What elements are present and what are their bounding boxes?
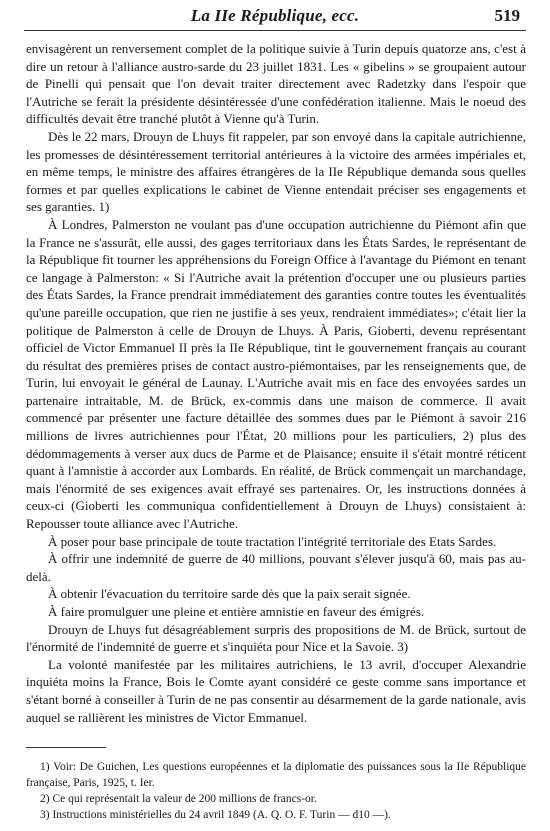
main-text <box>26 40 526 726</box>
paragraph: À faire promulguer une pleine et entière amnistie en faveur des émigrés. <box>48 604 425 619</box>
page-header <box>24 4 526 31</box>
running-title: La IIe République, ecc. <box>190 6 360 25</box>
footnote: 1) Voir: De Guichen, Les questions européennes et la diplomatie des puissances sous la IIe République française, Paris, 1925, t. Ier. <box>26 761 526 789</box>
paragraph: À poser pour base principale de toute tractation l'intégrité territoriale des Etats Sardes. <box>48 533 497 549</box>
footnote: 2) Ce qui représentait la valeur de 200 millions de francs-or. <box>40 793 317 805</box>
paragraph: Dès le 22 mars, Drouyn de Lhuys fit rappeler, par son envoyé dans la capitale autrichienne, les promesses de désintéressement territorial antérieures à la victoire des armées impériales et, en même temps, le ministre des affaires étrangères de la IIe République demanda sous quelles formes et par quelles explications le cabinet de Vienne entendait préciser ses engagements et ses garanties. 1) <box>26 128 526 215</box>
paragraph: À obtenir l'évacuation du territoire sarde dès que la paix serait signée. <box>48 586 411 602</box>
footnote: 3) Instructions ministérielles du 24 avril 1849 (A. Q. O. F. Turin — d10 —). <box>40 809 391 821</box>
paragraph: À offrir une indemnité de guerre de 40 millions, pouvant s'élever jusqu'à 60, mais pas au-delà. <box>26 551 526 584</box>
footnotes <box>26 759 526 823</box>
paragraph: À Londres, Palmerston ne voulant pas d'une occupation autrichienne du Piémont afin que la France ne s'assurât, elle aussi, des gages territoriaux dans les États Sardes, le représentant de la République fit tourner les appréhensions du Foreign Office à l'avantage du Piémont en tenant ce langage à Palmerston: « Si l'Autriche avait la prétention d'occuper une ou plusieurs parties des États Sardes, la France prendrait immédiatement des garanties contre toutes les éventualités qu'une pareille occupation, que rien ne justifie à ses yeux, rendraient immédiates»; c'était lier la politique de Palmerston à celle de Drouyn de Lhuys. À Paris, Gioberti, devenu représentant officiel de Victor Emmanuel II près la IIe République, tint le gouvernement français au courant du résultat des premières prises de contact austro-piémontaises, par les renseignements que, de Turin, lui envoyait le général de Launay. L'Autriche avait mis en face des envoyées sardes un partenaire intraitable, M. de Brück, ex-commis dans une maison de commerce. Il avait commencé par présenter une facture détaillée des sommes dues par le Piémont à savoir 216 millions de livres autrichiennes pour l'État, 20 millions pour les particuliers, 2) plus des dédommagements à verser aux ducs de Parme et de Plaisance; ensuite il s'était montré réticent quant à l'amnistie à accorder aux Lombards. En réalité, de Brück commençait un marchandage, mais l'énormité de ses exigences avait effrayé ses partenaires. Or, les instructions données à ceux-ci (Gioberti les communiqua confidentiellement à Drouyn de Lhuys) consistaient à: Repousser toute alliance avec l'Autriche. <box>26 216 526 532</box>
paragraph: La volonté manifestée par les militaires autrichiens, le 13 avril, d'occuper Alexandrie inquiéta moins la France, Bois le Comte ayant considéré ce geste comme sans importance et s'étant borné à conseiller à Turin de ne pas consentir au désarmement de la garde nationale, avis auquel se rallièrent les ministres de Victor Emmanuel. <box>26 656 526 725</box>
footnote-divider <box>26 747 106 748</box>
paragraph: envisagèrent un renversement complet de la politique suivie à Turin depuis quatorze ans, c'est à dire un retour à l'alliance austro-sarde du 23 juillet 1831. Les « gibelins » se groupaient autour de Pinelli qui pensait que l'on devait traiter directement avec Radetzky dans l'espoir que l'Autriche se ferait la présidente désintéressée d'une confédération italienne. Mais le noeud des difficultés devait être tranché plutôt à Vienne qu'à Turin. <box>26 41 526 127</box>
page-number: 519 <box>494 6 520 25</box>
paragraph: Drouyn de Lhuys fut désagréablement surpris des propositions de M. de Brück, surtout de l'énormité de l'indemnité de guerre et s'inquiéta pour Nice et la Savoie. 3) <box>26 621 526 655</box>
